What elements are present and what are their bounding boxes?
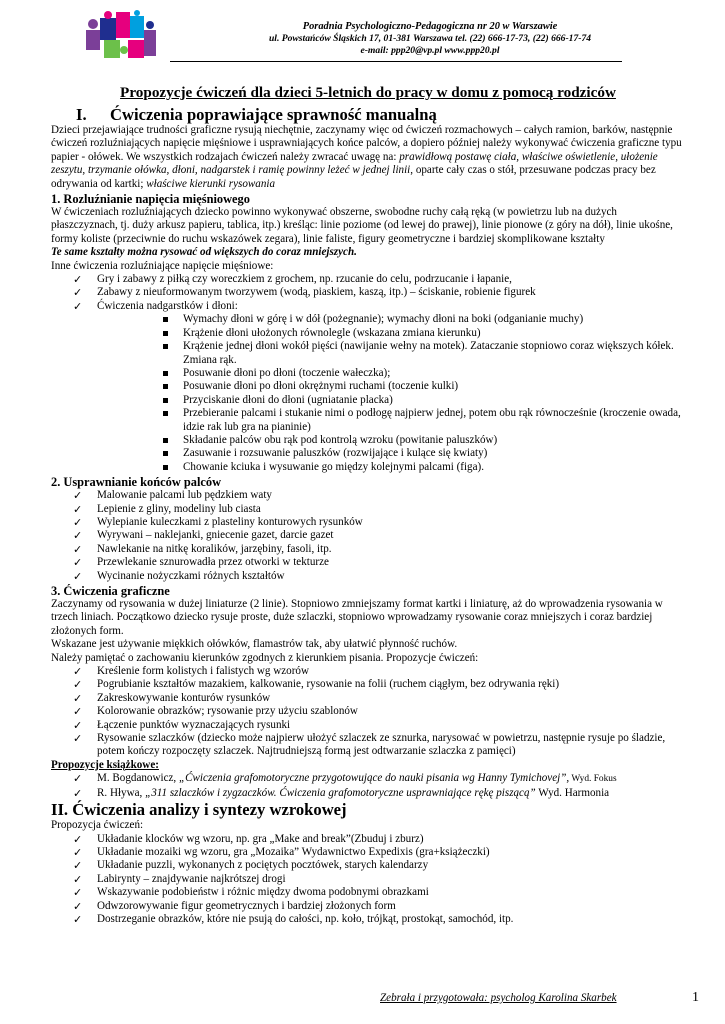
document-title: Propozycje ćwiczeń dla dzieci 5-letnich do pracy w domu z pomocą rodziców [120, 84, 616, 101]
intro-text: Dzieci przejawiające trudności graficzne rysują niechętnie, zaczynamy więc od ćwiczeń rozmachowych – całych ramion, barków, następnie ćwiczeń rozluźniających napięcie mięśniowe i usprawniających końce palców, a dopiero później należy wykonywać ćwiczenia graficzne typu papier - ołówek. We wszystkich rodzajach ćwiczeń należy zwracać uwagę na: [51, 124, 682, 163]
list-item: ✓ Wyrywani – naklejanki, gniecenie gazet, darcie gazet [73, 529, 685, 542]
list-item: ✓ Łączenie punktów wyznaczających rysunki [73, 719, 685, 732]
list-item: ✓ Wskazywanie podobieństw i różnic między dwoma podobnymi obrazkami [73, 886, 685, 899]
puzzle-people-logo-icon [84, 10, 162, 66]
book-author: M. Bogdanowicz, [97, 772, 179, 785]
footer-credit: Zebrała i przygotowała: psycholog Karolina Skarbek [380, 992, 617, 1004]
org-contact: e-mail: ppp20@vp.pl www.ppp20.pl [360, 45, 500, 56]
books-heading: Propozycje książkowe: [51, 758, 159, 771]
org-address: ul. Powstańców Śląskich 17, 01-381 Warszawa tel. (22) 666-17-73, (22) 666-17-74 [268, 33, 592, 44]
list-item: ✓ Kreślenie form kolistych i falistych wg wzorów [73, 665, 685, 678]
list-item: Przebieranie palcami i stukanie nimi o podłogę najpierw jednej, potem obu rąk równocześnie (kroczenie owada, idzie rak lub gra na pianinie) [161, 407, 685, 434]
wrist-exercises-list [51, 313, 685, 474]
section-1-number: I. [76, 105, 87, 124]
section-2-heading: II. Ćwiczenia analizy i syntezy wzrokowej [51, 800, 347, 820]
list-item: ✓ Wycinanie nożyczkami różnych kształtów [73, 570, 685, 583]
list-item: ✓ Pogrubianie kształtów mazakiem, kalkowanie, rysowanie na folii (ruchem ciągłym, bez odrywania ręki) [73, 678, 685, 691]
subsection-1-heading: 1. Rozluźnianie napięcia mięśniowego [51, 192, 250, 207]
list-item: ✓ Układanie puzzli, wykonanych z pociętych pocztówek, starych kalendarzy [73, 859, 685, 872]
list-item: Zasuwanie i rozsuwanie paluszków (rozwijające i kulące się kwiaty) [161, 447, 685, 460]
subsection-1-emphasis: Te same kształty można rysować od większych do coraz mniejszych. [51, 246, 357, 259]
list-item: ✓ Ćwiczenia nadgarstków i dłoni: [73, 300, 685, 313]
list-item: ✓ Kolorowanie obrazków; rysowanie przy użyciu szablonów [73, 705, 685, 718]
book-item [73, 787, 685, 800]
list-item: Krążenie dłoni ułożonych równolegle (wskazana zmiana kierunku) [161, 327, 685, 340]
book-title: „311 szlaczków i zygzaczków. Ćwiczenia grafomotoryczne usprawniające rękę piszącą” [145, 786, 536, 799]
subsection-1-other-intro: Inne ćwiczenia rozluźniające napięcie mięśniowe: [51, 259, 274, 272]
subsection-1-text: W ćwiczeniach rozluźniających dziecko powinno wykonywać obszerne, swobodne ruchy całą ręką (w powietrzu lub na dużych płaszczyznach, tj. duży arkusz papieru, tablica, itp.) kreśląc: linie poziome (od lewej do prawej), linie pionowe (z góry na dół), linie ukośne, formy koliste (przeciwnie do ruchu wskazówek zegara), linie faliste, figury geometryczne i bardziej skomplikowane kształty [51, 206, 673, 245]
book-publisher: Wyd. Harmonia [535, 786, 610, 799]
subsection-2-heading: 2. Usprawnianie końców palców [51, 475, 222, 490]
list-item: Wymachy dłoni w górę i w dół (pożegnanie); wymachy dłoni na boki (odganianie muchy) [161, 313, 685, 326]
subsection-3-para3: Należy pamiętać o zachowaniu kierunków zgodnych z kierunkiem pisania. Propozycje ćwiczeń: [51, 651, 479, 664]
list-item: Chowanie kciuka i wysuwanie go między kolejnymi palcami (figa). [161, 461, 685, 474]
list-item: ✓ Nawlekanie na nitkę koralików, jarzębiny, fasoli, itp. [73, 543, 685, 556]
section-1-heading [51, 105, 685, 124]
book-title: „Ćwiczenia grafomotoryczne przygotowujące do nauki pisania wg Hanny Tymichovej”, [178, 772, 570, 785]
attention-end: właściwe kierunki rysowania [143, 177, 276, 190]
list-item: Posuwanie dłoni po dłoni okrężnymi ruchami (toczenie kulki) [161, 380, 685, 393]
list-item: ✓ Dostrzeganie obrazków, które nie psują do całości, np. koło, trójkąt, prostokąt, samochód, itp. [73, 913, 685, 926]
list-item: ✓ Labirynty – znajdywanie najkrótszej drogi [73, 873, 685, 886]
list-item: ✓ Przewlekanie sznurowadła przez otworki w tekturze [73, 556, 685, 569]
list-item: ✓ Zabawy z nieuformowanym tworzywem (wodą, piaskiem, kaszą, itp.) – ściskanie, robienie figurek [73, 286, 685, 299]
graphic-exercises-list [51, 665, 685, 759]
attention-italic: prawidłową postawę ciała, właściwe oświetlenie, ułożenie zeszytu, trzymanie ołówka, dłoni, nadgarstek i ramię powinny leżeć w jednej linii [51, 150, 658, 177]
document-body [51, 84, 685, 926]
book-publisher: Wyd. Fokus [569, 774, 617, 785]
list-item: ✓ Gry i zabawy z piłką czy woreczkiem z grochem, np. rzucanie do celu, podrzucanie i łapanie, [73, 273, 685, 286]
list-item: ✓ Lepienie z gliny, modeliny lub ciasta [73, 503, 685, 516]
list-item: ✓ Układanie klocków wg wzoru, np. gra „Make and break”(Zbuduj i zburz) [73, 833, 685, 846]
list-item: Krążenie jednej dłoni wokół pięści (nawijanie wełny na motek). Zataczanie stopniowo coraz większych kółek. Zmiana rąk. [161, 340, 685, 367]
org-name: Poradnia Psychologiczno-Pedagogiczna nr 20 w Warszawie [302, 21, 558, 32]
header-divider [170, 61, 622, 62]
section-1-intro [51, 124, 685, 191]
list-item: Przyciskanie dłoni do dłoni (ugniatanie placka) [161, 394, 685, 407]
subsection-3-heading: 3. Ćwiczenia graficzne [51, 584, 170, 598]
list-item: ✓ Wylepianie kuleczkami z plasteliny konturowych rysunków [73, 516, 685, 529]
books-list [51, 772, 685, 800]
section-1-title: Ćwiczenia poprawiające sprawność manualną [110, 105, 437, 124]
book-item [73, 772, 685, 786]
list-item: ✓ Odwzorowywanie figur geometrycznych i bardziej złożonych form [73, 900, 685, 913]
visual-analysis-list [51, 833, 685, 927]
list-item: ✓ Malowanie palcami lub pędzkiem waty [73, 489, 685, 502]
section-2-intro: Propozycja ćwiczeń: [51, 819, 144, 832]
book-author: R. Hływa, [97, 786, 146, 799]
list-item: Składanie palców obu rąk pod kontrolą wzroku (powitanie paluszków) [161, 434, 685, 447]
fingertips-list [51, 489, 685, 583]
list-item: ✓ Rysowanie szlaczków (dziecko może najpierw ułożyć szlaczek ze sznurka, narysować w powietrzu, następnie rysuje po śladzie, potem kończy rozpoczęty szlaczek. Najtrudniejszą formą jest odtwarzanie szlaczka z pamięci) [73, 732, 685, 759]
relaxation-list [51, 273, 685, 313]
subsection-3-para2: Wskazane jest używanie miękkich ołówków, flamastrów tak, aby ułatwić płynność ruchów. [51, 638, 458, 651]
list-item: ✓ Zakreskowywanie konturów rysunków [73, 692, 685, 705]
list-item: ✓ Układanie mozaiki wg wzoru, gra „Mozaika” Wydawnictwo Expedixis (gra+książeczki) [73, 846, 685, 859]
attention-mid: , oparte cały czas o stół, przesuwane podczas pracy bez odrywania od kartki; [51, 164, 656, 190]
subsection-3-para1: Zaczynamy od rysowania w dużej liniaturze (2 linie). Stopniowo zmniejszamy format kartki i liniaturę, aż do wprowadzenia rysowania w trzech liniach. Początkowo dziecko rysuje proste, duże szlaczki, stopniowo wprowadzamy rysowanie coraz mniejszych i coraz bardziej złożonych form. [51, 598, 663, 637]
page-number: 1 [692, 990, 699, 1005]
list-item: Posuwanie dłoni po dłoni (toczenie wałeczka); [161, 367, 685, 380]
